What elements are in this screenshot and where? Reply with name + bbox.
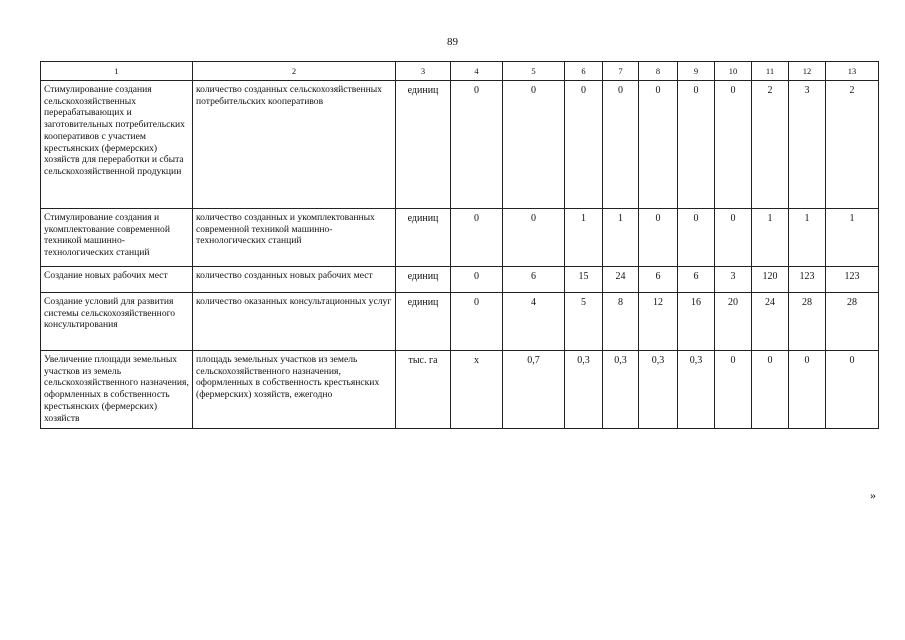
value-cell: 0	[752, 351, 789, 429]
table-row	[41, 209, 879, 267]
activity-cell: Стимулирование создания сельскохозяйственных перерабатывающих и заготовительных потребительских кооперативов с участием крестьянских (фермерских) хозяйств для переработки и сбыта сельскохозяйственной продукции	[41, 81, 193, 209]
value-cell: 0	[715, 81, 752, 209]
value-cell: 2	[826, 81, 879, 209]
table-row	[41, 81, 879, 209]
activity-cell: Создание новых рабочих мест	[41, 267, 193, 293]
value-cell: 12	[639, 293, 678, 351]
unit-cell: единиц	[396, 209, 451, 267]
activity-cell: Увеличение площади земельных участков из земель сельскохозяйственного назначения, оформленных в собственность крестьянских (фермерских) хозяйств	[41, 351, 193, 429]
unit-cell: единиц	[396, 293, 451, 351]
value-cell: 0	[503, 81, 565, 209]
indicator-cell: количество созданных и укомплектованных современной техникой машинно-технологических станций	[193, 209, 396, 267]
unit-cell: единиц	[396, 267, 451, 293]
value-cell: х	[451, 351, 503, 429]
value-cell: 0	[789, 351, 826, 429]
unit-cell: единиц	[396, 81, 451, 209]
value-cell: 1	[826, 209, 879, 267]
value-cell: 6	[639, 267, 678, 293]
closing-quote-mark: »	[870, 488, 876, 502]
value-cell: 15	[565, 267, 603, 293]
value-cell: 0	[451, 81, 503, 209]
value-cell: 5	[565, 293, 603, 351]
indicator-cell: количество оказанных консультационных услуг	[193, 293, 396, 351]
value-cell: 0	[715, 351, 752, 429]
column-header: 13	[826, 62, 879, 81]
value-cell: 0	[451, 267, 503, 293]
value-cell: 1	[789, 209, 826, 267]
value-cell: 123	[789, 267, 826, 293]
column-header: 10	[715, 62, 752, 81]
value-cell: 8	[603, 293, 639, 351]
table-row	[41, 351, 879, 429]
header-row	[41, 62, 879, 81]
activity-cell: Стимулирование создания и укомплектование современной техникой машинно-технологических станций	[41, 209, 193, 267]
value-cell: 120	[752, 267, 789, 293]
value-cell: 0	[503, 209, 565, 267]
value-cell: 0	[451, 293, 503, 351]
value-cell: 0	[451, 209, 503, 267]
value-cell: 0	[639, 81, 678, 209]
value-cell: 24	[752, 293, 789, 351]
table-row	[41, 267, 879, 293]
column-header: 5	[503, 62, 565, 81]
unit-cell: тыс. га	[396, 351, 451, 429]
value-cell: 6	[678, 267, 715, 293]
page-number: 89	[447, 36, 458, 48]
value-cell: 0,3	[565, 351, 603, 429]
value-cell: 2	[752, 81, 789, 209]
value-cell: 28	[789, 293, 826, 351]
column-header: 11	[752, 62, 789, 81]
value-cell: 0,7	[503, 351, 565, 429]
indicator-cell: количество созданных новых рабочих мест	[193, 267, 396, 293]
value-cell: 0	[678, 209, 715, 267]
value-cell: 0	[565, 81, 603, 209]
indicator-cell: количество созданных сельскохозяйственных потребительских кооперативов	[193, 81, 396, 209]
value-cell: 123	[826, 267, 879, 293]
column-header: 2	[193, 62, 396, 81]
column-header: 1	[41, 62, 193, 81]
activity-cell: Создание условий для развития системы сельскохозяйственного консультирования	[41, 293, 193, 351]
value-cell: 0	[715, 209, 752, 267]
value-cell: 3	[789, 81, 826, 209]
value-cell: 0,3	[639, 351, 678, 429]
value-cell: 0,3	[678, 351, 715, 429]
column-header: 12	[789, 62, 826, 81]
column-header: 8	[639, 62, 678, 81]
value-cell: 20	[715, 293, 752, 351]
column-header: 9	[678, 62, 715, 81]
indicator-cell: площадь земельных участков из земель сельскохозяйственного назначения, оформленных в собственность крестьянских (фермерских) хозяйств, ежегодно	[193, 351, 396, 429]
value-cell: 28	[826, 293, 879, 351]
value-cell: 1	[752, 209, 789, 267]
value-cell: 0,3	[603, 351, 639, 429]
value-cell: 16	[678, 293, 715, 351]
value-cell: 0	[639, 209, 678, 267]
value-cell: 0	[826, 351, 879, 429]
value-cell: 1	[565, 209, 603, 267]
value-cell: 1	[603, 209, 639, 267]
value-cell: 0	[678, 81, 715, 209]
value-cell: 0	[603, 81, 639, 209]
column-header: 4	[451, 62, 503, 81]
value-cell: 3	[715, 267, 752, 293]
column-header: 7	[603, 62, 639, 81]
indicator-table	[40, 61, 879, 429]
value-cell: 24	[603, 267, 639, 293]
value-cell: 6	[503, 267, 565, 293]
value-cell: 4	[503, 293, 565, 351]
column-header: 3	[396, 62, 451, 81]
column-header: 6	[565, 62, 603, 81]
table-row	[41, 293, 879, 351]
